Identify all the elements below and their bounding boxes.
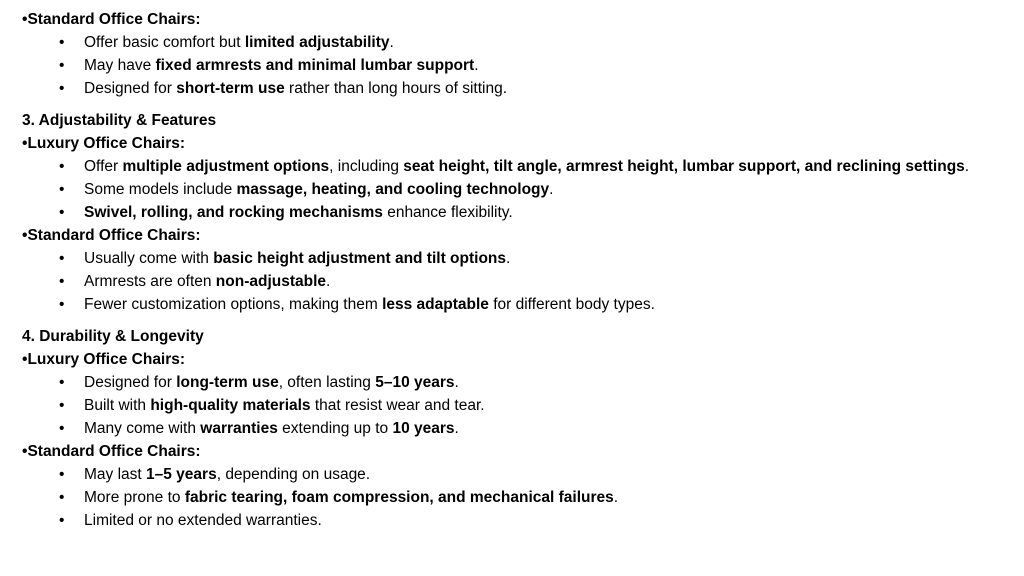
standard-chairs-heading [22,224,994,247]
text: Some models include [84,181,237,198]
standard-chairs-heading [22,8,994,31]
list-item [22,293,994,316]
list-item [22,31,994,54]
text: Offer [84,158,123,175]
bold-text: massage, heating, and cooling technology [236,181,550,198]
list-item [22,247,994,270]
list-item [22,509,994,532]
text: extending up to [277,420,393,437]
text: . [506,250,511,267]
list-item [22,270,994,293]
bold-text: long-term use [176,374,279,391]
heading-text: Luxury Office Chairs: [27,351,186,368]
standard-chairs-heading [22,440,994,463]
list-item [22,394,994,417]
text: Usually come with [84,250,214,267]
text: May last [84,466,147,483]
bold-text: warranties [200,420,278,437]
text: , including [329,158,404,175]
text: , often lasting [278,374,376,391]
heading-text: Luxury Office Chairs: [27,135,186,152]
text: Many come with [84,420,201,437]
text: . [454,374,459,391]
text: . [964,158,970,175]
text: for different body types. [488,296,655,313]
bold-text: multiple adjustment options [122,158,330,175]
text: . [549,181,554,198]
list-item [22,155,994,178]
bold-text: limited adjustability [244,34,390,51]
list-item [22,178,994,201]
list-item [22,371,994,394]
bold-text: Swivel, rolling, and rocking mechanisms [84,204,383,221]
text: Designed for [84,80,177,97]
bold-text: seat height, tilt angle, armrest height, lumbar support, and reclining settings [403,158,965,175]
list-item [22,463,994,486]
text: More prone to [84,489,185,506]
text: . [613,489,619,506]
heading-text: Standard Office Chairs: [27,443,201,460]
text: that resist wear and tear. [310,397,485,414]
bold-text: short-term use [176,80,285,97]
section-title-adjustability: 3. Adjustability & Features [22,112,217,129]
text: rather than long hours of sitting. [284,80,508,97]
text: , depending on usage. [216,466,371,483]
bold-text: high-quality materials [150,397,311,414]
heading-text: Standard Office Chairs: [27,227,201,244]
list-item [22,486,994,509]
text: . [326,273,331,290]
bold-text: non-adjustable [215,273,327,290]
list-item [22,201,994,224]
text: . [454,420,459,437]
list-item [22,417,994,440]
text: Built with [84,397,151,414]
bold-text: 10 years [392,420,455,437]
bold-text: fixed armrests and minimal lumbar support [155,57,475,74]
bold-text: basic height adjustment and tilt options [213,250,507,267]
text: May have [84,57,156,74]
text: Armrests are often [84,273,216,290]
text: Designed for [84,374,177,391]
text: Limited or no extended warranties. [84,512,322,529]
luxury-chairs-heading [22,132,994,155]
list-item [22,77,994,100]
bold-text: less adaptable [382,296,489,313]
list-item [22,54,994,77]
text: . [389,34,394,51]
bold-text: 5–10 years [375,374,455,391]
luxury-chairs-heading [22,348,994,371]
text: . [474,57,479,74]
section-title-durability: 4. Durability & Longevity [22,328,204,345]
text: Offer basic comfort but [84,34,245,51]
text: Fewer customization options, making them [84,296,383,313]
text: enhance flexibility. [382,204,513,221]
bold-text: fabric tearing, foam compression, and mechanical failures [184,489,614,506]
bold-text: 1–5 years [146,466,217,483]
heading-text: Standard Office Chairs: [27,11,201,28]
